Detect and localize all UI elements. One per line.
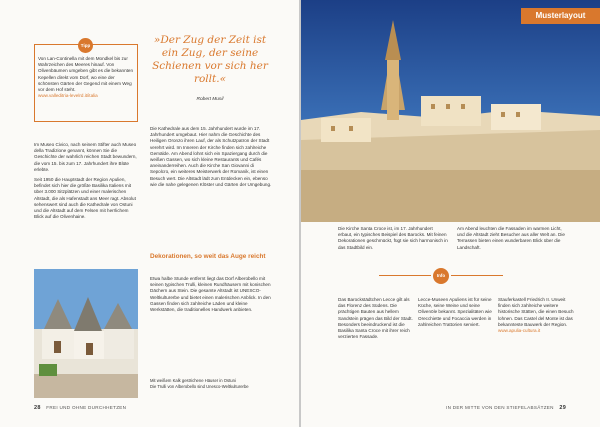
- quote-author: Robert Musil: [196, 97, 224, 102]
- photo-caption: [150, 378, 274, 389]
- caption-line: Die Trulli von Alberobello sind Unesco-Weltkulturerbe: [150, 383, 249, 389]
- info-column-2: Lecce-Museen Apuliens ist für seine Küche, seine Weine und seine Olivenöle bekannt. Spezialitäten wie Orecchiette und Focaccia werden in zahlreichen Trattorien serviert.: [418, 297, 492, 327]
- tip-link[interactable]: www.valleditria-levelrd.it/italia: [38, 93, 98, 99]
- body-column-2: Die Kathedrale aus dem 15. Jahrhundert wurde im 17. Jahrhundert umgebaut. Hier nahm die Geschichte des Heiligen Oronzo ihren Lauf, der als Schutzpatron der Stadt verehrt wird. Im Inneren der Kirche finden sich zahlreiche Gemälde. Am Abend lohnt sich ein Spaziergang durch die weißen Gassen, wo sich kleine Restaurants und Cafés aneinanderreihen. Auch die Kirche San Giovanni di Sepolcro, ein weiteres Meisterwerk der Romanik, ist einen Besuch wert. Die Altstadt lädt zum Entdecken ein, ebenso wie die nahe gelegenen Klöster und Gärten der Umgebung.: [150, 126, 272, 187]
- left-page: [0, 0, 299, 427]
- tip-body: Von Lan-Continella mit dem Mondkel bis zur Wahrzeichen des Meeres hinauf. Von Olivenbäumen umgeben gibt es die bekannten Kepellen direkt vom Dorf, wo eine der schönsten Gärten der Gegend mit einem Weg vor dem Hof steht.: [38, 56, 134, 93]
- page-number: 29: [559, 405, 567, 411]
- running-title: FREI UND OHNE DURCHHETZEN: [46, 405, 127, 410]
- paragraph: Im Museo Civico, nach seinem Stifter auch Museo della Tradizione genannt, können Sie die Geschichte der wahrlich reichen Stadt bewundern, die vom 15. bis zum 17. Jahrhundert ihre Blüte erlebte.: [34, 142, 137, 172]
- pull-quote: »Der Zug der Zeit ist ein Zug, der seine Schienen vor sich her rollt.«: [152, 34, 268, 85]
- page-footer-left: [34, 405, 126, 411]
- section-subhead: Dekorationen, so weit das Auge reicht: [150, 253, 266, 260]
- tip-badge-icon: Tipp: [78, 38, 93, 53]
- orange-badge-icon: Info: [433, 268, 449, 284]
- right-column-1: Die Kirche Santa Croce ist, im 17. Jahrhundert erbaut, ein typisches Beispiel des Barocks. Mit feinen Dekorationen geschmückt, fügt sie sich harmonisch in das Stadtbild ein.: [338, 226, 448, 250]
- running-title: IN DER MITTE VON DEN STIEFELABSÄTZEN: [446, 405, 554, 410]
- paragraph: Seit 1950 die Hauptstadt der Region Apulien, befindet sich hier die größte Basilika Italiens mit über 3.000 Sitzplätzen und einer malerischen Altstadt, die als Hafenstadt ans Meer ragt. Absolut sehenswert sind auch die Kathedrale von Ostuni und die Altstadt auf dem Felsen mit herrlichem Blick auf die Olivenhaine.: [34, 177, 136, 220]
- page-number: 28: [34, 405, 41, 411]
- tip-text: [38, 56, 134, 99]
- page-footer-right: [446, 405, 566, 411]
- section-tag: Musterlayout: [521, 8, 600, 24]
- body-column-1: [34, 142, 138, 220]
- info-column-1: Das Barockstädtchen Lecce gilt als das Florenz des Südens. Die prächtigen Bauten aus hellem Sandstein prägen das Bild der Stadt. Besonders beeindruckend ist die Basilika Santa Croce mit ihrer reich verzierten Fassade.: [338, 297, 413, 340]
- right-column-2: Am Abend leuchten die Fassaden im warmen Licht, und die Altstadt zieht Besucher aus aller Welt an. Die Terrassen bieten einen wunderbaren Blick über die Landschaft.: [457, 226, 565, 250]
- trulli-photo: [34, 269, 138, 398]
- leaf-divider-icon: [451, 275, 503, 276]
- right-page: [301, 0, 600, 427]
- leaf-divider-icon: [379, 275, 431, 276]
- ostuni-photo: [301, 0, 600, 222]
- info-link[interactable]: www.apulia-cultura.it: [498, 328, 541, 334]
- info-text: Stauferkastell Friedrich II. Unweit finden sich zahlreiche weitere historische Stätten, die einen Besuch lohnen. Das Castel del Monte ist das bekannteste Bauwerk der Region.: [498, 297, 574, 327]
- info-column-3: [498, 297, 574, 334]
- body-column-2b: Etwa halbe Stunde entfernt liegt das Dorf Alberobello mit seinen typischen Trulli, kleinen Rundhäusern mit konischen Dächern aus Stein. Die gesamte Altstadt ist UNESCO-Weltkulturerbe und bietet einen malerischen Anblick. In den Gassen finden sich zahlreiche Läden und kleine Werkstätten, die traditionelles Handwerk anbieten.: [150, 276, 271, 313]
- caption-line: Mit weißem Kalk gestrichene Häuser in Ostuni: [150, 378, 236, 383]
